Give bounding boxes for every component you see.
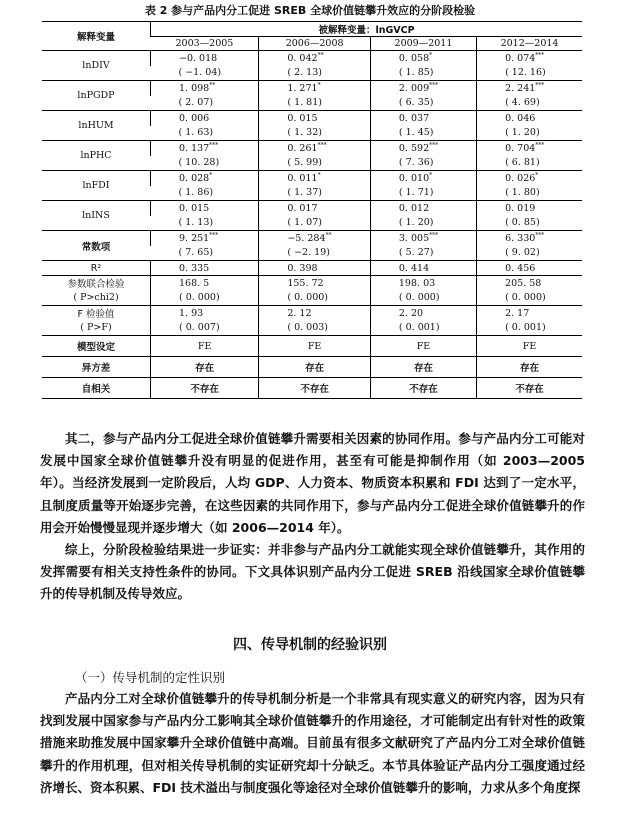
coef-value: 0. 592 — [398, 142, 430, 154]
param-test-value: 155. 72 — [259, 276, 371, 291]
significance-stars: *** — [535, 231, 545, 239]
t-stat: ( 1. 45) — [370, 126, 476, 141]
model-label: 模型设定 — [42, 336, 151, 357]
model-value: FE — [477, 336, 582, 357]
coef-cell — [370, 231, 476, 246]
t-stat: ( 4. 69) — [477, 96, 582, 111]
coef-value: 9. 251 — [179, 232, 210, 244]
t-stat: ( 1. 13) — [178, 217, 214, 229]
coef-value: −0. 018 — [179, 52, 218, 64]
period: 2009—2011 — [370, 37, 476, 51]
significance-stars: *** — [209, 141, 219, 149]
t-stat: ( 5. 27) — [370, 246, 476, 261]
coef-value: 0. 006 — [179, 112, 210, 124]
coef-cell — [477, 231, 582, 246]
coef-cell — [259, 81, 371, 96]
coef-value: 0. 074 — [505, 52, 536, 64]
param-test-p: ( 0. 000) — [151, 291, 259, 306]
coef-cell — [370, 51, 476, 66]
hetero-value: 存在 — [477, 357, 582, 378]
coef-value: 1. 098 — [179, 82, 210, 94]
t-stat: ( 9. 02) — [477, 246, 582, 261]
paragraph: 综上，分阶段检验结果进一步证实：并非参与产品内分工就能实现全球价值链攀升，其作用的发挥需要有相关支持性条件的协同。下文具体识别产品内分工促进 SREB 沿线国家全球价值链攀升的传导机制及传导效应。 — [40, 542, 585, 602]
t-stat: ( 1. 80) — [477, 186, 582, 201]
coef-value: 2. 009 — [398, 82, 430, 94]
t-stat: ( 7. 65) — [178, 247, 214, 259]
hetero-value: 存在 — [370, 357, 476, 378]
t-stat: ( 1. 20) — [370, 216, 476, 231]
coef-value: 0. 704 — [505, 142, 536, 154]
f-test-p: ( 0. 007) — [151, 321, 259, 336]
significance-stars: * — [429, 171, 433, 179]
section-heading: 四、传导机制的经验识别 — [233, 637, 387, 653]
coef-cell — [370, 171, 476, 186]
coef-cell — [259, 231, 371, 246]
t-stat: ( 6. 81) — [477, 156, 582, 171]
coef-value: 0. 015 — [287, 112, 318, 124]
significance-stars: ** — [317, 51, 324, 59]
col-head: 解释变量 — [42, 22, 151, 51]
row-label: lnHUM — [42, 111, 151, 141]
param-test-sublabel: ( P>chi2) — [73, 292, 119, 304]
autocorr-value: 不存在 — [370, 378, 476, 399]
row-label: lnPHC — [42, 141, 151, 171]
significance-stars: * — [317, 171, 321, 179]
significance-stars: * — [317, 81, 321, 89]
t-stat: ( 2. 13) — [259, 66, 371, 81]
regression-table — [42, 21, 582, 399]
paragraph: 其二，参与产品内分工促进全球价值链攀升需要相关因素的协同作用。参与产品内分工可能对发展中国家全球价值链攀升没有明显的促进作用，甚至有可能是抑制作用（如 2003—2005 年）。当经济发展到一定阶段后，人均 GDP、人力资本、物质资本积累和 FDI 达到了一定水平，且制度质量等开始逐步完善，在这些因素的共同作用下，参与产品内分工促进全球价值链攀升的作用会开始慢慢显现并逐步增大（如 2006—2014 年）。 — [40, 431, 585, 535]
significance-stars: *** — [535, 141, 545, 149]
coef-value: 0. 058 — [398, 52, 430, 64]
t-stat: ( 1. 07) — [259, 216, 371, 231]
dep-var: 被解释变量：lnGVCP — [151, 22, 583, 37]
f-test-sublabel: ( P>F) — [80, 322, 112, 334]
t-stat: ( 10. 28) — [178, 157, 220, 169]
f-test-p: ( 0. 001) — [477, 321, 582, 336]
coef-value: 0. 028 — [179, 172, 210, 184]
param-test-p: ( 0. 000) — [259, 291, 371, 306]
coef-value: 0. 010 — [398, 172, 430, 184]
significance-stars: * — [535, 171, 539, 179]
coef-cell — [259, 201, 371, 216]
significance-stars: *** — [429, 81, 439, 89]
hetero-label: 异方差 — [42, 357, 151, 378]
significance-stars: *** — [429, 231, 439, 239]
coef-cell — [151, 231, 259, 246]
coef-value: 0. 137 — [179, 142, 210, 154]
body-text-1 — [40, 428, 585, 606]
coef-cell — [477, 141, 582, 156]
significance-stars: ** — [325, 231, 332, 239]
param-test-label: 参数联合检验 — [42, 276, 151, 291]
t-stat: ( −1. 04) — [178, 67, 222, 79]
subsection-heading: （一）传导机制的定性识别 — [75, 670, 226, 685]
coef-value: 0. 042 — [287, 52, 318, 64]
t-stat: ( 2. 07) — [178, 97, 214, 109]
param-test-value: 205. 58 — [477, 276, 582, 291]
r2-label: R² — [42, 261, 151, 276]
coef-cell — [477, 81, 582, 96]
period: 2012—2014 — [477, 37, 582, 51]
t-stat: ( 12. 16) — [477, 66, 582, 81]
f-test-value: 2. 20 — [370, 306, 476, 321]
coef-cell — [151, 141, 259, 156]
coef-cell — [151, 201, 259, 216]
r2-value: 0. 414 — [370, 261, 476, 276]
table-caption: 表 2 参与产品内分工促进 SREB 全球价值链攀升效应的分阶段检验 — [144, 4, 476, 17]
t-stat: ( 1. 20) — [477, 126, 582, 141]
f-test-p: ( 0. 003) — [259, 321, 371, 336]
significance-stars: * — [209, 171, 213, 179]
row-label: lnPGDP — [42, 81, 151, 111]
f-test-p: ( 0. 001) — [370, 321, 476, 336]
coef-value: 0. 011 — [287, 172, 318, 184]
coef-value: 0. 037 — [398, 112, 430, 124]
f-test-value: 1. 93 — [151, 306, 259, 321]
coef-value: 0. 019 — [505, 202, 536, 214]
significance-stars: * — [429, 51, 433, 59]
coef-cell — [477, 51, 582, 66]
param-test-value: 198. 03 — [370, 276, 476, 291]
param-test-p: ( 0. 000) — [370, 291, 476, 306]
coef-cell — [151, 81, 259, 96]
t-stat: ( 1. 81) — [259, 96, 371, 111]
coef-cell — [259, 141, 371, 156]
autocorr-value: 不存在 — [477, 378, 582, 399]
coef-value: 0. 026 — [505, 172, 536, 184]
hetero-value: 存在 — [259, 357, 371, 378]
row-label: lnDIV — [42, 51, 151, 81]
period: 2006—2008 — [259, 37, 371, 51]
coef-value: 0. 012 — [398, 202, 430, 214]
t-stat: ( 0. 85) — [477, 216, 582, 231]
t-stat: ( −2. 19) — [259, 246, 371, 261]
coef-value: 0. 015 — [179, 202, 210, 214]
t-stat: ( 1. 86) — [178, 187, 214, 199]
significance-stars: *** — [535, 81, 545, 89]
paragraph: 产品内分工对全球价值链攀升的传导机制分析是一个非常具有现实意义的研究内容，因为只有找到发展中国家参与产品内分工影响其全球价值链攀升的作用途径，才可能制定出有针对性的政策措施来助推发展中国家攀升全球价值链中高端。目前虽有很多文献研究了产品内分工对全球价值链攀升的作用机理，但对相关传导机制的实证研究却十分缺乏。本节具体验证产品内分工强度通过经济增长、资本积累、FDI 技术溢出与制度强化等途径对全球价值链攀升的影响，力求从多个角度探 — [40, 691, 585, 795]
period: 2003—2005 — [151, 37, 259, 51]
coef-value: 0. 046 — [505, 112, 536, 124]
coef-cell — [370, 141, 476, 156]
model-value: FE — [151, 336, 259, 357]
coef-cell — [477, 111, 582, 126]
coef-cell — [477, 201, 582, 216]
significance-stars: *** — [317, 141, 327, 149]
coef-cell — [151, 111, 259, 126]
coef-value: −5. 284 — [287, 232, 326, 244]
coef-cell — [259, 51, 371, 66]
t-stat: ( 1. 32) — [259, 126, 371, 141]
model-value: FE — [370, 336, 476, 357]
coef-value: 1. 271 — [287, 82, 318, 94]
t-stat: ( 6. 35) — [370, 96, 476, 111]
t-stat: ( 1. 71) — [370, 186, 476, 201]
r2-value: 0. 335 — [151, 261, 259, 276]
coef-cell — [259, 111, 371, 126]
t-stat: ( 1. 85) — [370, 66, 476, 81]
significance-stars: *** — [535, 51, 545, 59]
coef-cell — [477, 171, 582, 186]
significance-stars: ** — [209, 81, 216, 89]
coef-cell — [151, 171, 259, 186]
coef-value: 0. 261 — [287, 142, 318, 154]
autocorr-value: 不存在 — [259, 378, 371, 399]
t-stat: ( 5. 99) — [259, 156, 371, 171]
coef-cell — [151, 51, 259, 66]
param-test-p: ( 0. 000) — [477, 291, 582, 306]
f-test-value: 2. 12 — [259, 306, 371, 321]
row-label: lnINS — [42, 201, 151, 231]
hetero-value: 存在 — [151, 357, 259, 378]
coef-value: 6. 330 — [505, 232, 536, 244]
t-stat: ( 1. 63) — [178, 127, 214, 139]
coef-value: 3. 005 — [398, 232, 430, 244]
coef-cell — [370, 201, 476, 216]
r2-value: 0. 398 — [259, 261, 371, 276]
f-test-value: 2. 17 — [477, 306, 582, 321]
row-label: lnFDI — [42, 171, 151, 201]
body-text-2 — [40, 688, 585, 799]
r2-value: 0. 456 — [477, 261, 582, 276]
autocorr-label: 自相关 — [42, 378, 151, 399]
t-stat: ( 1. 37) — [259, 186, 371, 201]
f-test-label: F 检验值 — [42, 306, 151, 321]
param-test-value: 168. 5 — [151, 276, 259, 291]
coef-cell — [259, 171, 371, 186]
significance-stars: *** — [429, 141, 439, 149]
model-value: FE — [259, 336, 371, 357]
row-label: 常数项 — [42, 231, 151, 261]
coef-cell — [370, 111, 476, 126]
significance-stars: *** — [209, 231, 219, 239]
t-stat: ( 7. 36) — [370, 156, 476, 171]
coef-value: 2. 241 — [505, 82, 536, 94]
autocorr-value: 不存在 — [151, 378, 259, 399]
coef-cell — [370, 81, 476, 96]
coef-value: 0. 017 — [287, 202, 318, 214]
